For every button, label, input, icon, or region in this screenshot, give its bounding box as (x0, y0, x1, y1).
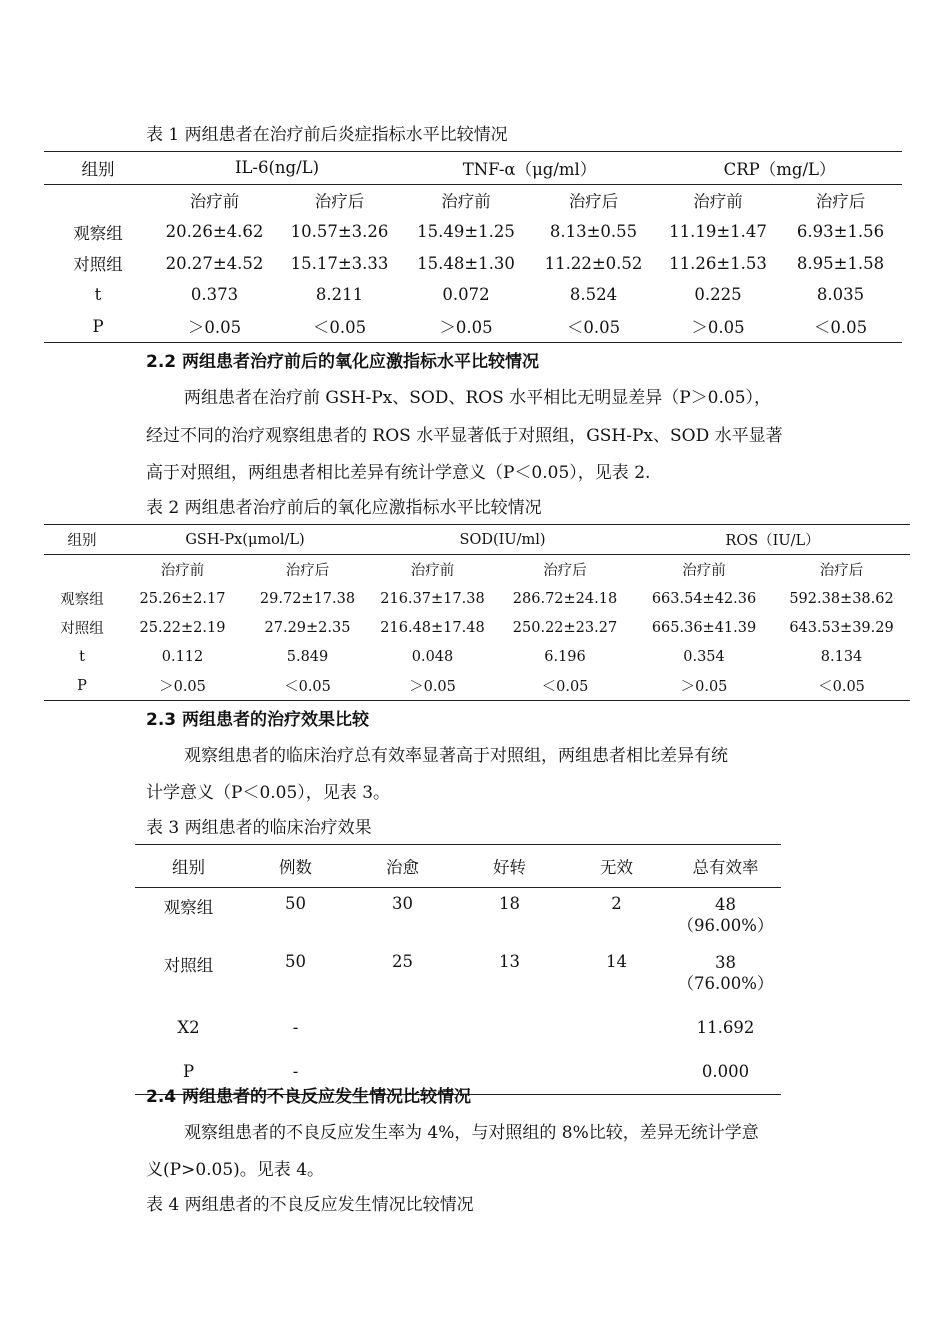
table2-subheader: 治疗前 (410, 563, 455, 579)
table-cell: ＞0.05 (370, 671, 495, 701)
table-cell: 20.26±4.62 (165, 222, 264, 242)
table-cell: ＜0.05 (495, 671, 635, 701)
table-cell: - (242, 1048, 349, 1095)
table-row (135, 1006, 781, 1048)
table-cell: 15.17±3.33 (290, 253, 389, 273)
table-cell: 216.37±17.38 (380, 590, 485, 607)
table-cell: 20.27±4.52 (165, 253, 264, 273)
table2-subheader: 治疗后 (543, 563, 587, 579)
table2-header-group: 组别 (44, 525, 120, 555)
row-label: t (94, 285, 102, 305)
table-cell: 30 (392, 894, 413, 913)
table-cell (563, 1048, 670, 1095)
table-cell: 286.72±24.18 (512, 590, 618, 607)
table-cell (670, 888, 781, 949)
paragraph-line: 观察组患者的不良反应发生率为 4%，与对照组的 8%比较，差异无统计学意 (184, 1123, 759, 1143)
table-cell: 6.196 (544, 648, 586, 665)
table-cell: 11.22±0.52 (544, 253, 643, 273)
section-heading: 2.3 两组患者的治疗效果比较 (146, 710, 370, 730)
table-cell: ＜0.05 (779, 311, 902, 343)
table-cell: 10.57±3.26 (290, 222, 389, 242)
table-cell: 250.22±23.27 (512, 619, 618, 636)
table2-subheader: 治疗后 (819, 563, 864, 579)
table1 (44, 151, 902, 343)
table-cell: ＞0.05 (635, 671, 773, 701)
table-row (44, 584, 910, 613)
table-row (44, 642, 910, 671)
table-cell: 8.95±1.58 (796, 253, 885, 273)
paragraph-line: 两组患者在治疗前 GSH-Px、SOD、ROS 水平相比无明显差异（P＞0.05）， (184, 388, 772, 408)
row-label: P (44, 671, 120, 701)
table-cell: 11.19±1.47 (669, 222, 767, 242)
row-label: 对照组 (163, 956, 214, 975)
table-cell: 643.53±39.29 (789, 619, 894, 636)
table-cell: 2 (611, 894, 622, 913)
table-cell: 50 (285, 894, 306, 913)
table2-caption: 表 2 两组患者治疗前后的氧化应激指标水平比较情况 (146, 498, 542, 518)
table1-header-metric: TNF-α（μg/ml） (402, 152, 657, 185)
table-cell: 15.48±1.30 (417, 253, 515, 273)
table3-header: 总有效率 (670, 845, 781, 888)
row-label: X2 (177, 1017, 200, 1037)
table-cell: ＞0.05 (120, 671, 245, 701)
table-cell: 0.000 (670, 1048, 781, 1095)
table1-subheader: 治疗前 (693, 192, 743, 212)
table1-subheader: 治疗后 (815, 192, 866, 212)
table-cell: 11.26±1.53 (669, 253, 767, 273)
table-cell: 0.072 (442, 285, 490, 305)
row-label: P (135, 1048, 242, 1095)
table2 (44, 524, 910, 701)
table-cell: 8.134 (820, 648, 863, 665)
table-row (135, 888, 781, 949)
table-cell: 14 (606, 952, 627, 971)
table1-header-group: 组别 (44, 152, 152, 185)
table-cell: ＜0.05 (773, 671, 910, 701)
row-label: 对照组 (60, 621, 104, 637)
table-cell: 50 (285, 952, 306, 971)
table4-caption: 表 4 两组患者的不良反应发生情况比较情况 (146, 1195, 474, 1215)
paragraph-line: 高于对照组，两组患者相比差异有统计学意义（P＜0.05），见表 2. (146, 463, 651, 483)
table-cell: 11.692 (696, 1017, 755, 1037)
table-cell: ＜0.05 (245, 671, 370, 701)
table-row (44, 311, 902, 343)
table-cell: 663.54±42.36 (651, 590, 757, 607)
table1-subheader: 治疗后 (568, 192, 619, 212)
table2-subheader: 治疗前 (682, 563, 726, 579)
table2-header-metric: SOD(IU/ml) (370, 525, 635, 555)
table-cell: 5.849 (286, 648, 329, 665)
table-cell: 665.36±41.39 (651, 619, 757, 636)
table-cell: 15.49±1.25 (417, 222, 515, 242)
row-label: P (44, 311, 152, 343)
table3-header: 好转 (456, 845, 563, 888)
total-rate: （96.00%） (677, 916, 774, 935)
table-cell: ＜0.05 (277, 311, 402, 343)
table-cell (670, 948, 781, 1006)
table-cell (456, 1006, 563, 1048)
table-cell: 0.048 (411, 648, 454, 665)
table-cell: 8.13±0.55 (549, 222, 638, 242)
table2-subheader: 治疗前 (160, 563, 205, 579)
table-cell: ＞0.05 (152, 311, 277, 343)
table1-subheader: 治疗前 (189, 192, 240, 212)
table-cell: 0.373 (190, 285, 239, 305)
table-row (44, 216, 902, 248)
total-count: 48 (715, 895, 736, 914)
table-cell: 25.22±2.19 (139, 619, 226, 636)
table-cell: 592.38±38.62 (789, 590, 894, 607)
paragraph-line: 计学意义（P＜0.05），见表 3。 (146, 783, 391, 803)
table-cell (563, 1006, 670, 1048)
table-cell: ＞0.05 (657, 311, 779, 343)
table-cell: 8.524 (569, 285, 618, 305)
table-cell: 18 (499, 894, 520, 913)
table1-header-metric: CRP（mg/L） (657, 152, 902, 185)
table-cell: 27.29±2.35 (264, 619, 351, 636)
table-row (44, 248, 902, 280)
table3-header: 组别 (135, 845, 242, 888)
table-row (44, 671, 910, 701)
table-cell: 13 (499, 952, 520, 971)
table-cell: ＞0.05 (402, 311, 530, 343)
row-label: 观察组 (163, 898, 214, 917)
table-cell (456, 1048, 563, 1095)
total-rate: （76.00%） (677, 974, 774, 993)
table3-header: 无效 (563, 845, 670, 888)
total-count: 38 (715, 953, 736, 972)
table3-header: 治愈 (349, 845, 456, 888)
table-row (44, 279, 902, 311)
section-heading: 2.4 两组患者的不良反应发生情况比较情况 (146, 1087, 472, 1107)
table-cell: 0.354 (683, 648, 725, 665)
table3 (135, 844, 781, 1095)
table-cell: 25.26±2.17 (139, 590, 226, 607)
table2-subheader: 治疗后 (285, 563, 330, 579)
table1-subheader: 治疗后 (314, 192, 365, 212)
table-cell: 6.93±1.56 (796, 222, 885, 242)
row-label: 对照组 (73, 255, 123, 275)
row-label: t (79, 648, 85, 665)
table-cell: 25 (392, 952, 413, 971)
table2-header-metric: GSH-Px(μmol/L) (120, 525, 370, 555)
row-label: 观察组 (60, 592, 104, 608)
row-label: 观察组 (73, 223, 123, 243)
table-cell: 0.225 (694, 285, 742, 305)
table3-header: 例数 (242, 845, 349, 888)
paragraph-line: 经过不同的治疗观察组患者的 ROS 水平显著低于对照组，GSH-Px、SOD 水平显著 (146, 426, 783, 446)
table-cell: 216.48±17.48 (380, 619, 485, 636)
table-cell: 8.211 (315, 285, 364, 305)
table1-caption: 表 1 两组患者在治疗前后炎症指标水平比较情况 (146, 125, 508, 145)
section-heading: 2.2 两组患者治疗前后的氧化应激指标水平比较情况 (146, 352, 540, 372)
table-row (135, 948, 781, 1006)
table2-header-metric: ROS（IU/L） (635, 525, 910, 555)
table-cell (349, 1006, 456, 1048)
table3-caption: 表 3 两组患者的临床治疗效果 (146, 818, 372, 838)
table1-subheader: 治疗前 (441, 192, 491, 212)
table-cell: 29.72±17.38 (259, 590, 356, 607)
table-cell: ＜0.05 (530, 311, 657, 343)
paragraph-line: 义(P>0.05)。见表 4。 (146, 1160, 325, 1180)
table-cell: - (292, 1017, 299, 1037)
paragraph-line: 观察组患者的临床治疗总有效率显著高于对照组，两组患者相比差异有统 (184, 746, 728, 766)
table-row (44, 613, 910, 642)
table1-header-metric: IL-6(ng/L) (152, 152, 402, 185)
table-cell: 0.112 (161, 648, 204, 665)
table-cell: 8.035 (816, 285, 865, 305)
